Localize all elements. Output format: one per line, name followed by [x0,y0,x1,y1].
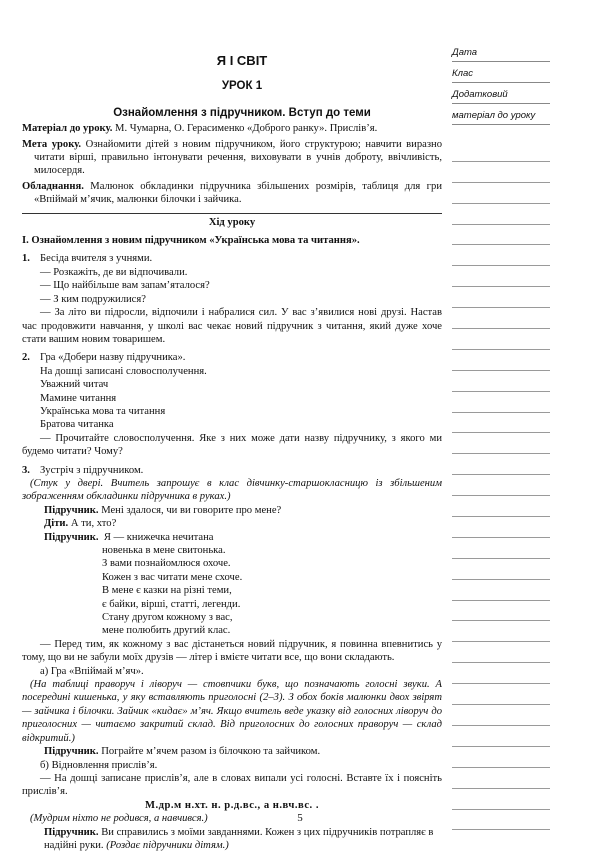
sub-item-label: а) Гра «Впіймай м’яч». [40,665,144,677]
notes-sidebar [452,46,550,125]
note-line[interactable] [452,225,550,246]
page-number: 5 [297,812,303,824]
speech: Ви справились з моїми завданнями. Кожен з цих підручників потрапляє в надійні руки. [44,826,434,851]
poem-line: З вами познайомлюся охоче. [102,558,231,570]
poem-line: новенька в мене свитонька. [102,545,226,556]
course-heading: Хід уроку [208,216,256,228]
paragraph: — Перед тим, як кожному з вас дістанеться новий підручник, я повинна впевнитись у тому, що ви не забули моїх друзів — літер і вмієте читати все, що вони складають. [22,638,442,664]
note-line[interactable] [452,413,550,434]
note-line[interactable] [452,705,550,726]
note-line[interactable] [452,517,550,538]
item-number: 3. [22,464,30,476]
dialog-line: — З ким подружилися? [40,293,146,305]
meta-equipment [22,180,442,207]
item-title: Бесіда вчителя з учнями. [40,253,153,265]
stage-direction: (Стук у двері. Вчитель запрошує в клас дівчинку-старшокласницю із збільшеним зображенням обкладинки підручника в руках.) [22,477,442,503]
option: Українська мова та читання [40,405,166,417]
note-line[interactable] [452,580,550,601]
note-line[interactable] [452,621,550,642]
note-line[interactable] [452,162,550,183]
speaker: Підручник. [44,826,99,838]
speaker: Підручник. [44,531,99,543]
note-line[interactable] [452,454,550,475]
lesson-number: УРОК 1 [221,80,263,93]
item-conversation [22,252,442,346]
extra-material-label-1 [452,88,550,104]
paragraph: — За літо ви підросли, відпочили і набралися сил. У вас з’явилися нові друзі. Настав час продовжити навчання, у школі вас чекає новий підручник з читання, який дуже хоче стати вашим новим товаришем. [22,307,442,345]
note-line[interactable] [452,287,550,308]
note-line[interactable] [452,245,550,266]
note-line[interactable] [452,266,550,287]
poem-line: є байки, вірші, статті, легенди. [102,598,241,610]
extra-label-line-2: матеріал до уроку [452,110,536,121]
poem-line: Стану другом кожному з вас, [102,612,233,624]
paragraph: — На дошці записане прислів’я, але в словах випали усі голосні. Вставте їх і поясніть прислів’я. [22,772,442,798]
note-line[interactable] [452,559,550,580]
stage-direction: (На таблиці праворуч і ліворуч — стовпчики букв, що позначають голосні звуки. А посередині кишенька, у яку вставляють приголосні (2–3). З обох боків малюнки двох звірят — зайчика і білочки. Зайчик «кидає» м’яч. Якщо вчитель веде указку від голосних ліворуч до приголосних — читаємо закритий склад. Від приголосних до голосних праворуч — склад відкритий.) [22,679,442,744]
note-line[interactable] [452,684,550,705]
item-title: Гра «Добери назву підручника». [40,352,186,364]
paragraph: — Прочитайте словосполучення. Яке з них може дати назву підручнику, з якого ми будемо читати? Чому? [22,432,442,458]
extra-material-label-2 [452,109,550,125]
paragraph: На дошці записані словосполучення. [40,365,207,377]
meta-label: Мета уроку. [22,138,82,150]
note-line[interactable] [452,663,550,684]
note-lines[interactable] [452,141,550,830]
option: Братова читанка [40,419,114,431]
note-line[interactable] [452,496,550,517]
speaker: Підручник. [44,504,99,516]
stage-direction: (Роздає підручники дітям.) [106,839,229,851]
poem-line: Кожен з вас читати мене схоче. [102,571,243,583]
note-line[interactable] [452,642,550,663]
speech: Мені здалося, чи ви говорите про мене? [101,504,282,516]
lesson-content [22,46,442,852]
note-line[interactable] [452,747,550,768]
item-meeting [22,464,442,852]
class-label: Клас [452,68,473,79]
note-line[interactable] [452,183,550,204]
dialog-line [22,531,442,544]
divider [22,213,442,214]
note-line[interactable] [452,538,550,559]
item-number: 2. [22,352,30,364]
item-name-game [22,351,442,458]
option: Уважний читач [40,379,109,391]
sub-item-label: б) Відновлення прислів’я. [40,759,158,771]
lesson-topic: Ознайомлення з підручником. Вступ до теми [113,106,371,119]
dialog-line [22,504,442,517]
extra-label-line-1: Додатковий [452,89,508,100]
note-line[interactable] [452,392,550,413]
item-title: Зустріч з підручником. [40,464,144,476]
section-heading: І. Ознайомлення з новим підручником «Українська мова та читання». [22,235,360,247]
meta-text: М. Чумарна, О. Герасименко «Доброго ранку». Прислів’я. [115,123,378,135]
date-label: Дата [452,47,478,58]
date-field[interactable] [452,46,550,62]
poem-line: мене полюбить другий клас. [102,625,231,637]
meta-text: Малюнок обкладинки підручника збільшених розмірів, таблиця для гри «Впіймай м’ячик, малюнки білочки і зайчика. [34,180,442,206]
dialog-line [22,745,442,758]
meta-label: Обладнання. [22,180,84,192]
item-number: 1. [22,253,30,265]
speaker: Підручник. [44,746,99,758]
note-line[interactable] [452,726,550,747]
note-line[interactable] [452,768,550,789]
speaker: Діти. [44,518,69,530]
note-line[interactable] [452,308,550,329]
proverb-answer: (Мудрим ніхто не родився, а навчився.) [30,813,208,825]
speech: Пограйте м’ячем разом із білочкою та зайчиком. [101,746,321,758]
note-line[interactable] [452,789,550,810]
meta-material [22,122,442,135]
speech: А ти, хто? [70,518,117,530]
meta-text: Ознайомити дітей з новим підручником, його структурою; навчити виразно читати вірші, правильно інтонувати речення, виховувати в учнів доброту, ввічливість, милосердя. [34,138,443,177]
class-field[interactable] [452,67,550,83]
note-line[interactable] [452,329,550,350]
page-title: Я І СВІТ [216,53,268,68]
dialog-line: — Розкажіть, де ви відпочивали. [40,266,188,278]
dialog-line [22,517,442,530]
poem-line: В мене є казки на різні теми, [102,585,232,597]
speech: Я — книжечка нечитана [103,531,214,543]
meta-goal [22,138,442,178]
dialog-line: — Що найбільше вам запам’яталося? [40,280,210,292]
note-line[interactable] [452,204,550,225]
note-line[interactable] [452,141,550,162]
dialog-line [22,826,442,852]
proverb-puzzle: М.др.м н.хт. н. р.д.вс., а н.вч.вс. . [145,799,319,811]
option: Мамине читання [40,392,117,404]
note-line[interactable] [452,433,550,454]
meta-label: Матеріал до уроку. [22,123,113,135]
note-line[interactable] [452,475,550,496]
note-line[interactable] [452,601,550,622]
note-line[interactable] [452,350,550,371]
note-line[interactable] [452,371,550,392]
